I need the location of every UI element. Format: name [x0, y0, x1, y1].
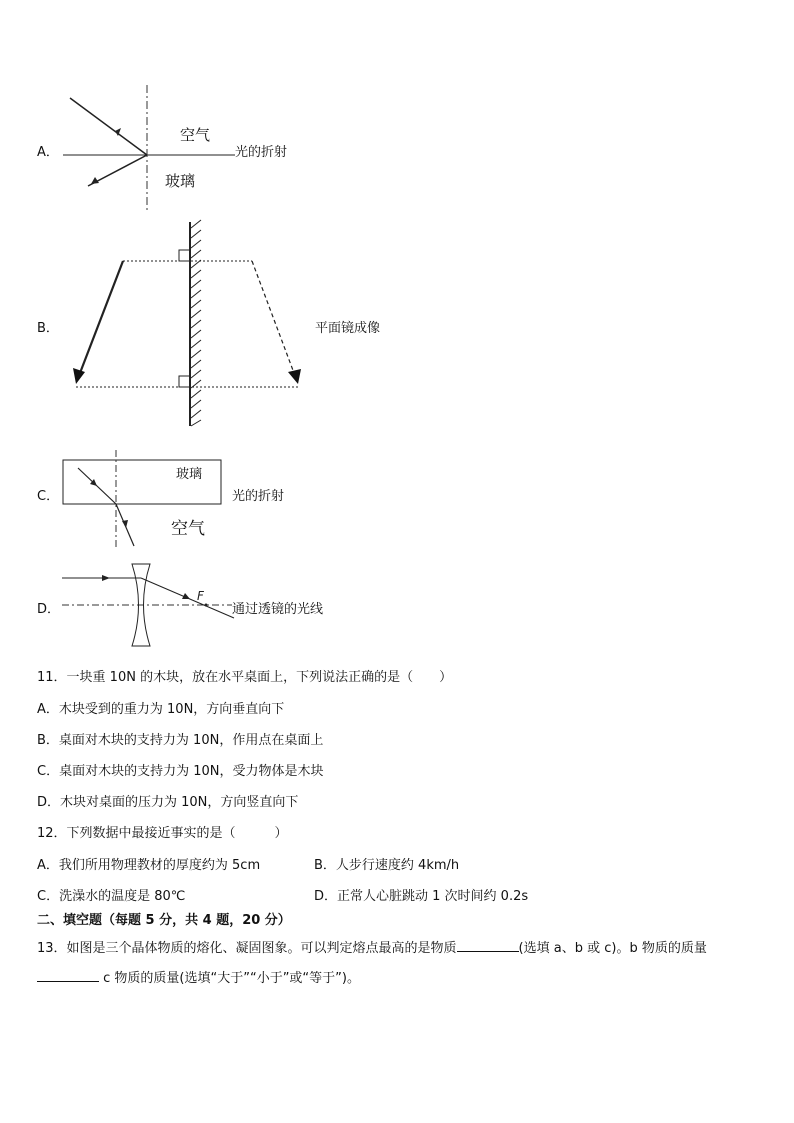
option-c-letter: C． — [37, 489, 60, 504]
medium-label-glass: 玻璃 — [176, 467, 203, 482]
q12-choice-c: C．洗澡水的温度是 80℃ — [37, 889, 186, 904]
option-b-diagram — [60, 218, 310, 430]
option-b-letter: B． — [37, 321, 59, 336]
q13-blank-2[interactable] — [37, 968, 99, 982]
q13-part-1: 13．如图是三个晶体物质的熔化、凝固图象。可以判定熔点最高的是物质 — [37, 941, 457, 956]
q11-choice-c: C．桌面对木块的支持力为 10N，受力物体是木块 — [37, 764, 324, 779]
option-a-caption: 光的折射 — [235, 145, 288, 160]
incident-ray — [70, 98, 147, 155]
q11-stem: 11．一块重 10N 的木块，放在水平桌面上，下列说法正确的是（ ） — [37, 670, 453, 685]
option-c-caption: 光的折射 — [232, 489, 285, 504]
arrow-icon — [122, 520, 128, 528]
option-a-letter: A． — [37, 145, 59, 160]
medium-label-glass: 玻璃 — [165, 172, 196, 190]
q13-part-3: c 物质的质量(选填“大于”“小于”或“等于”)。 — [99, 971, 360, 986]
arrow-icon — [102, 575, 110, 581]
section-title: 二、填空题（每题 5 分，共 4 题，20 分） — [37, 913, 291, 928]
image-arrow — [252, 261, 294, 373]
q13-blank-1[interactable] — [457, 938, 519, 952]
right-angle-mark — [179, 250, 190, 261]
arrow-icon — [288, 369, 301, 384]
q12-choice-a: A．我们所用物理教材的厚度约为 5cm — [37, 858, 261, 873]
q11-choice-d: D．木块对桌面的压力为 10N，方向竖直向下 — [37, 795, 299, 810]
option-b-caption: 平面镜成像 — [315, 321, 381, 336]
q13-part-2: (选填 a、b 或 c)。b 物质的质量 — [518, 941, 707, 956]
q11-choice-b: B．桌面对木块的支持力为 10N，作用点在桌面上 — [37, 733, 324, 748]
q12-choice-b: B．人步行速度约 4km/h — [314, 858, 460, 873]
q12-stem: 12．下列数据中最接近事实的是（ ） — [37, 826, 288, 841]
arrow-icon — [73, 368, 85, 384]
focus-point — [205, 604, 208, 607]
option-d-diagram — [60, 560, 240, 652]
option-d-letter: D． — [37, 602, 61, 617]
mirror-hatching — [191, 220, 201, 426]
right-angle-mark — [179, 376, 190, 387]
focus-label: F — [197, 589, 204, 603]
option-d-caption: 通过透镜的光线 — [232, 602, 324, 617]
medium-label-air: 空气 — [180, 126, 211, 144]
q13-line-2 — [37, 967, 360, 986]
q13-line-1 — [37, 937, 707, 956]
medium-label-air: 空气 — [171, 519, 205, 539]
object-arrow — [80, 261, 123, 373]
option-a-diagram — [55, 80, 245, 215]
q11-choice-a: A．木块受到的重力为 10N，方向垂直向下 — [37, 702, 285, 717]
q12-choice-d: D．正常人心脏跳动 1 次时间约 0.2s — [314, 889, 529, 904]
